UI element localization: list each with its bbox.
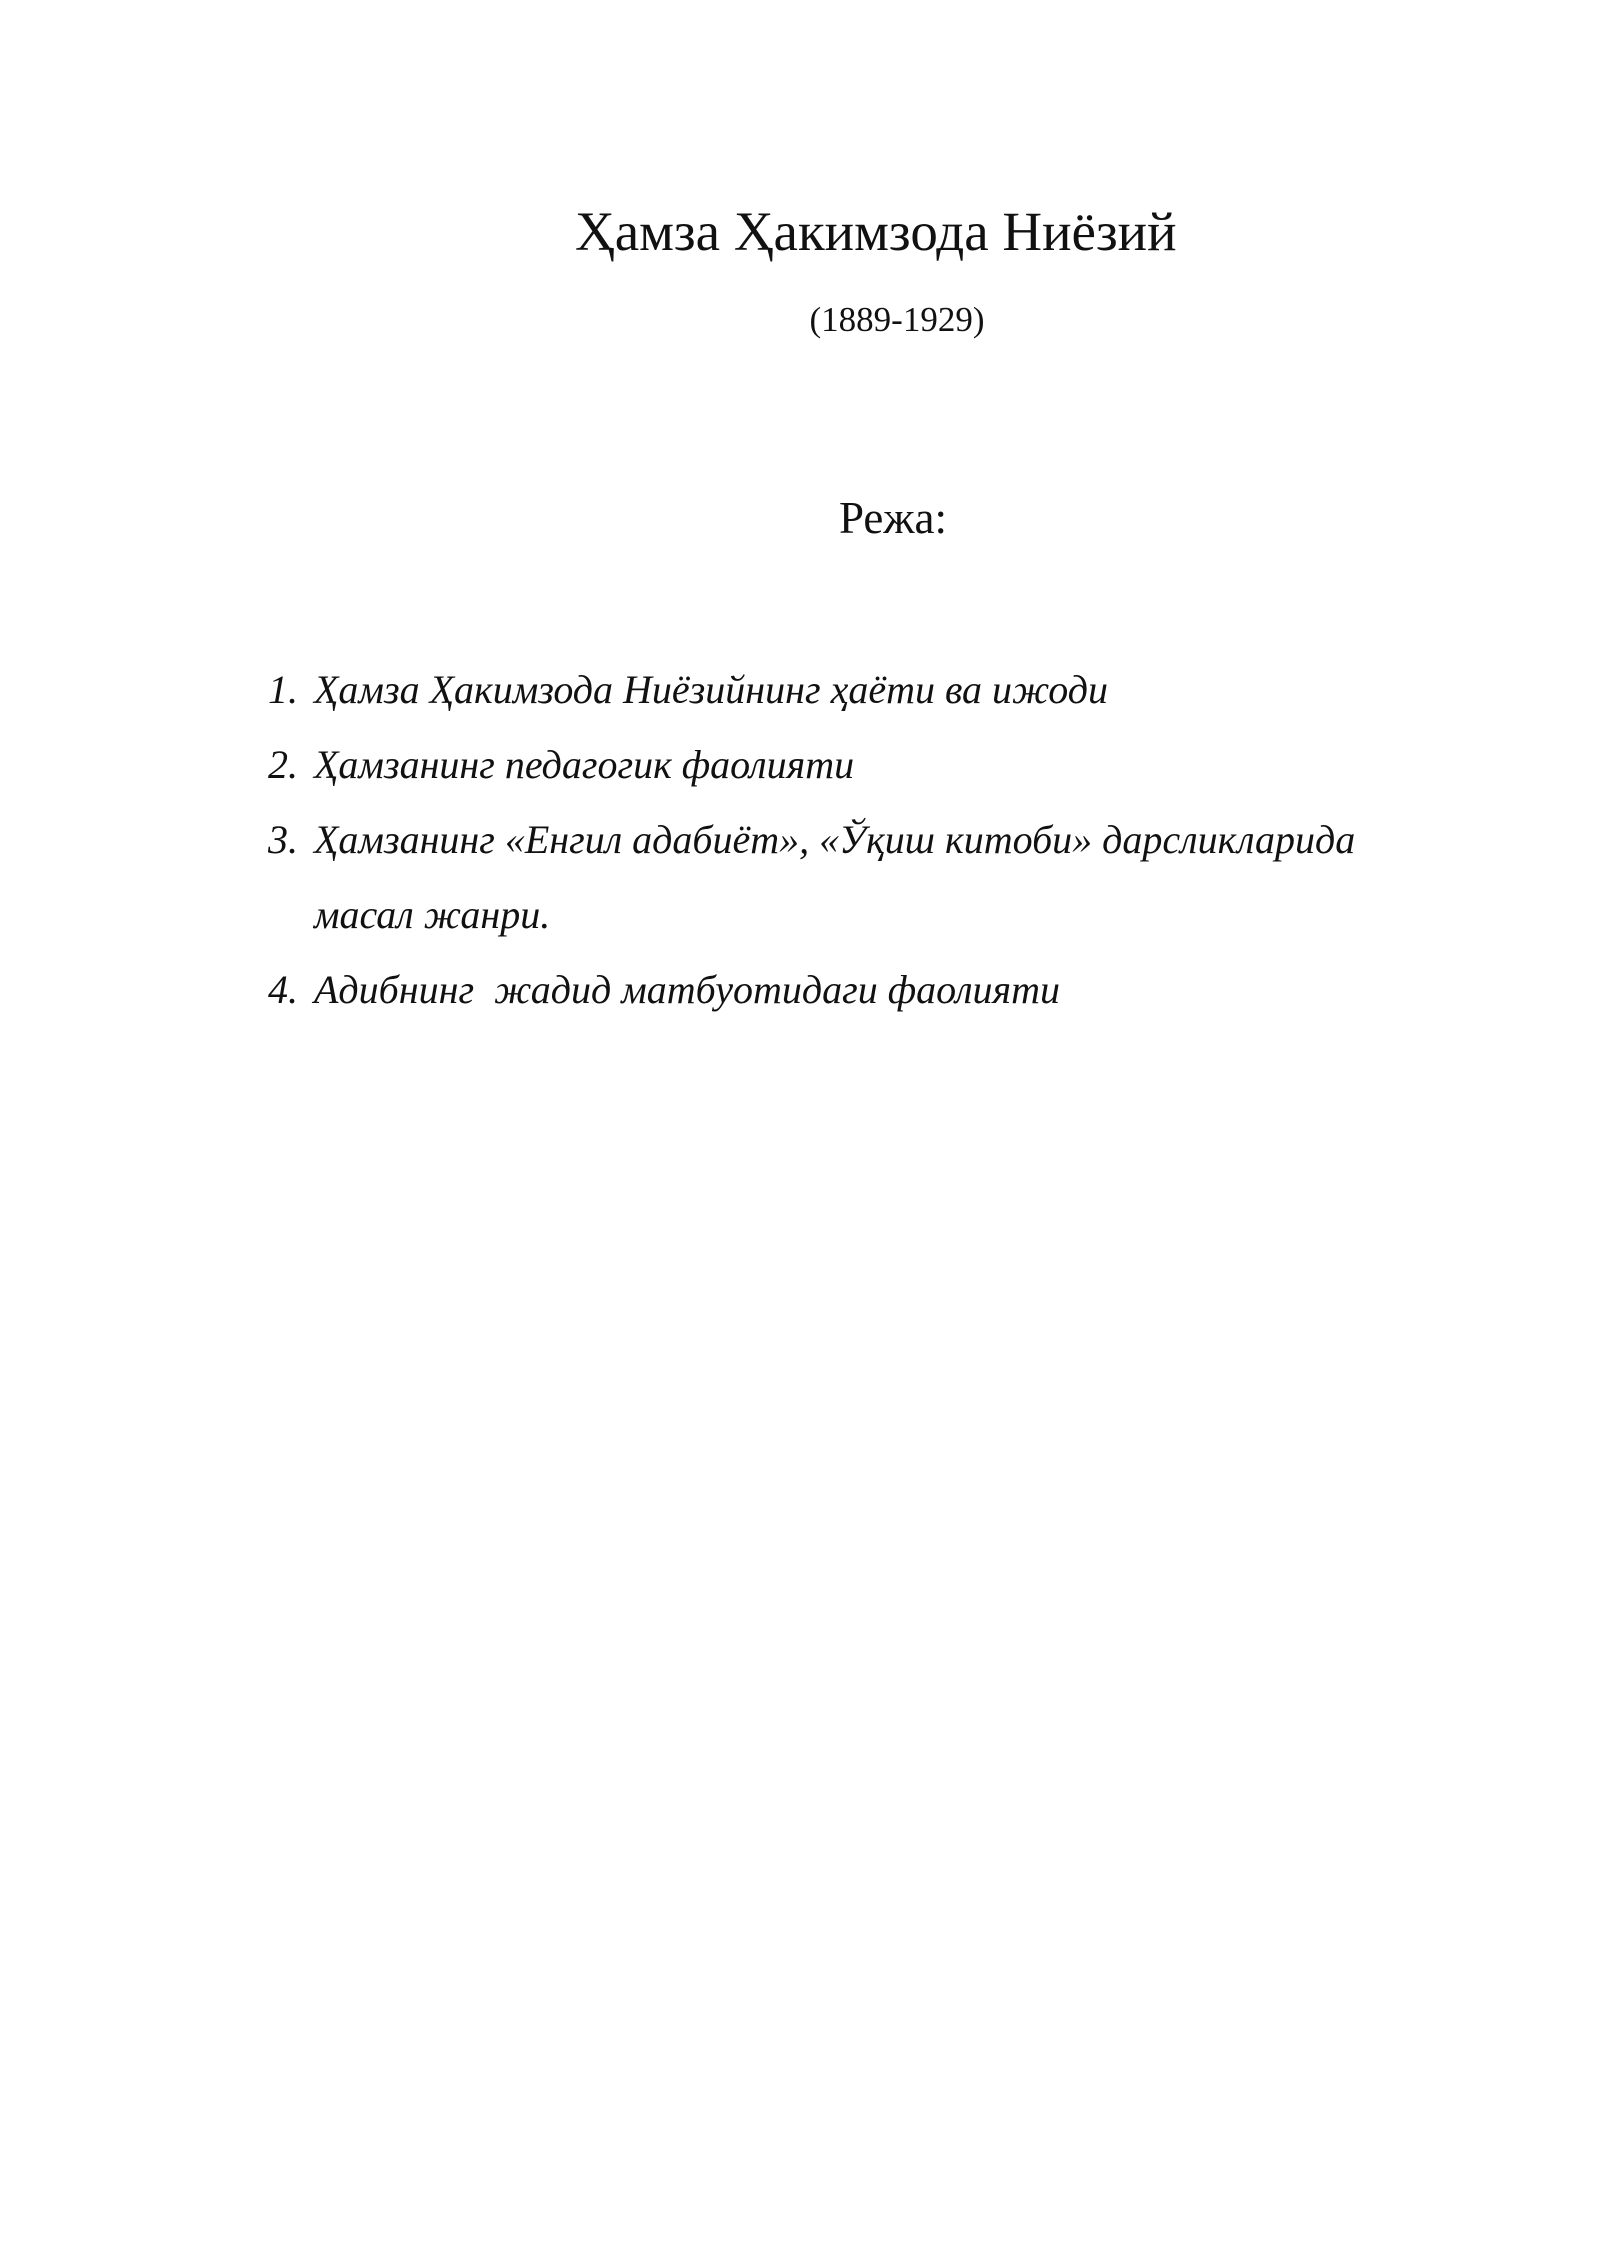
plan-item bbox=[268, 952, 1355, 1027]
plan-list bbox=[268, 652, 1355, 1027]
plan-item bbox=[268, 727, 1355, 802]
plan-item-text: Ҳамзанинг педагогик фаолияти bbox=[314, 742, 855, 787]
plan-item bbox=[268, 652, 1355, 727]
plan-item-number: 1. bbox=[268, 667, 298, 712]
plan-heading: Режа: bbox=[839, 493, 947, 543]
plan-item bbox=[268, 802, 1355, 952]
plan-item-text: Ҳамза Ҳакимзода Ниёзийнинг ҳаёти ва ижоди bbox=[314, 667, 1108, 712]
plan-item-number: 4. bbox=[268, 967, 298, 1012]
plan-item-number: 3. bbox=[268, 817, 298, 862]
plan-item-text: Ҳамзанинг «Енгил адабиёт», «Ўқиш китоби» дарсликларида масал жанри. bbox=[314, 817, 1356, 937]
life-years: (1889-1929) bbox=[809, 300, 985, 339]
document-title: Ҳамза Ҳакимзода Ниёзий bbox=[575, 201, 1177, 262]
plan-item-text: Адибнинг жадид матбуотидаги фаолияти bbox=[314, 967, 1061, 1012]
plan-item-number: 2. bbox=[268, 742, 298, 787]
